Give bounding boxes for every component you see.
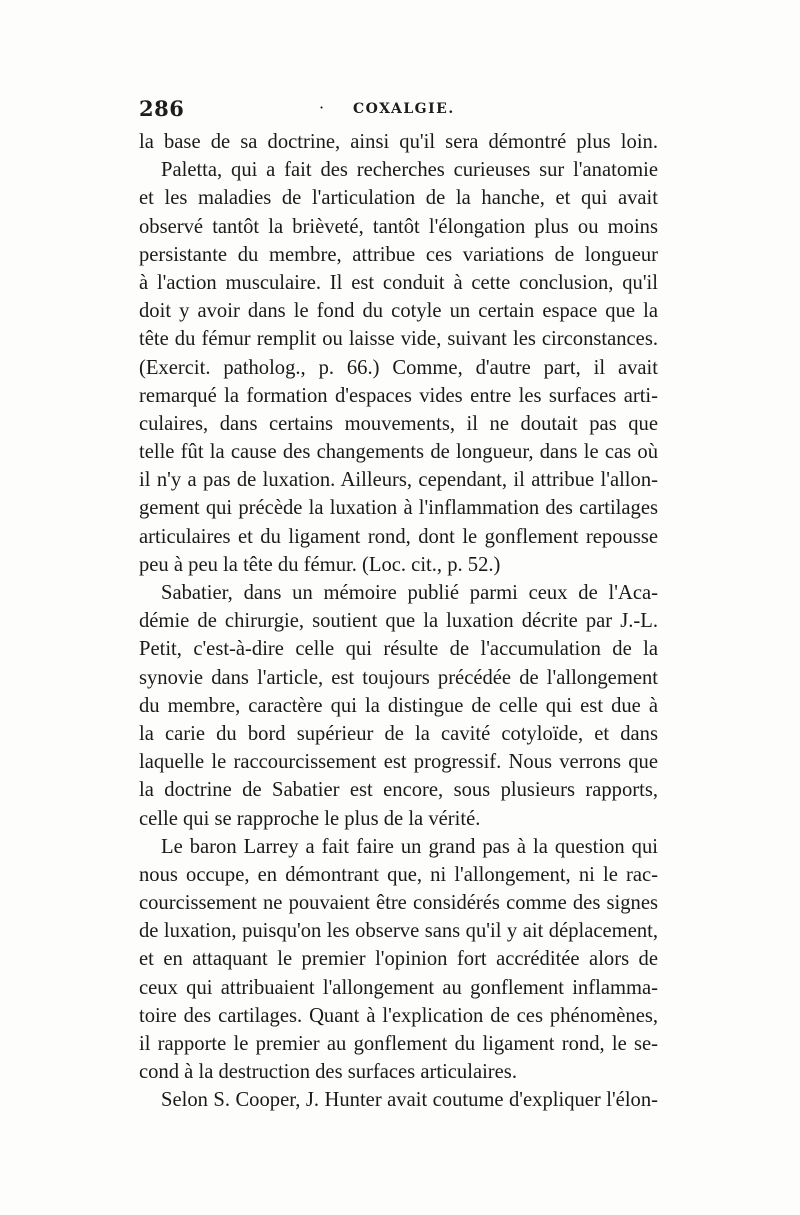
text-line: persistante du membre, attribue ces variations de longueur — [139, 243, 658, 266]
text-line: Sabatier, dans un mémoire publié parmi ceux de l'Aca- — [161, 582, 658, 604]
text-line: cond à la destruction des surfaces articulaires. — [139, 1061, 517, 1084]
text-line: tête du fémur remplit ou laisse vide, suivant les circonstances. — [139, 328, 658, 351]
text-line: Petit, c'est-à-dire celle qui résulte de l'accumulation de la — [139, 638, 658, 661]
text-line: telle fût la cause des changements de longueur, dans le cas où — [139, 441, 658, 464]
text-line: gement qui précède la luxation à l'inflammation des cartilages — [139, 497, 658, 520]
text-line: Le baron Larrey a fait faire un grand pas à la question qui — [161, 835, 658, 858]
text-line: il rapporte le premier au gonflement du ligament rond, le se- — [139, 1033, 658, 1055]
text-line: Paletta, qui a fait des recherches curieuses sur l'anatomie — [161, 159, 658, 182]
text-line: du membre, caractère qui la distingue de celle qui est due à — [139, 694, 658, 717]
text-line: laquelle le raccourcissement est progressif. Nous verrons que — [139, 751, 658, 774]
text-line: et les maladies de l'articulation de la hanche, et qui avait — [139, 187, 658, 210]
text-line: synovie dans l'article, est toujours précédée de l'allongement — [139, 666, 658, 689]
text-line: culaires, dans certains mouvements, il ne doutait pas que — [139, 412, 658, 435]
text-line: il n'y a pas de luxation. Ailleurs, cependant, il attribue l'allon- — [139, 469, 658, 492]
text-line: remarqué la formation d'espaces vides entre les surfaces arti- — [139, 384, 658, 407]
text-line: toire des cartilages. Quant à l'explication de ces phénomènes, — [139, 1004, 658, 1027]
running-title: COXALGIE. — [353, 101, 455, 117]
text-line: de luxation, puisqu'on les observe sans qu'il y ait déplacement, — [139, 920, 658, 943]
header-separator-dot: · — [319, 98, 325, 117]
body-text — [139, 128, 658, 1115]
text-line: Selon S. Cooper, J. Hunter avait coutume d'expliquer l'élon- — [161, 1089, 658, 1112]
text-line: celle qui se rapproche le plus de la vérité. — [139, 807, 481, 830]
text-line: (Exercit. patholog., p. 66.) Comme, d'autre part, il avait — [139, 356, 658, 379]
text-line: peu à peu la tête du fémur. (Loc. cit., p. 52.) — [139, 553, 501, 576]
text-line: ceux qui attribuaient l'allongement au gonflement inflamma- — [139, 976, 658, 999]
text-line: nous occupe, en démontrant que, ni l'allongement, ni le rac- — [139, 863, 658, 886]
text-line: démie de chirurgie, soutient que la luxation décrite par J.-L. — [139, 610, 658, 633]
text-line: la base de sa doctrine, ainsi qu'il sera démontré plus loin. — [139, 131, 658, 153]
text-line: doit y avoir dans le fond du cotyle un certain espace que la — [139, 300, 658, 323]
text-line: et en attaquant le premier l'opinion fort accréditée alors de — [139, 948, 658, 971]
text-line: la doctrine de Sabatier est encore, sous plusieurs rapports, — [139, 779, 658, 802]
text-line: courcissement ne pouvaient être considérés comme des signes — [139, 892, 658, 915]
text-line: à l'action musculaire. Il est conduit à cette conclusion, qu'il — [139, 271, 658, 294]
text-line: la carie du bord supérieur de la cavité cotyloïde, et dans — [139, 722, 658, 745]
text-line: observé tantôt la brièveté, tantôt l'élongation plus ou moins — [139, 215, 658, 238]
text-line: articulaires et du ligament rond, dont le gonflement repousse — [139, 525, 658, 548]
page-number: 286 — [139, 96, 185, 121]
page-header — [139, 96, 658, 126]
